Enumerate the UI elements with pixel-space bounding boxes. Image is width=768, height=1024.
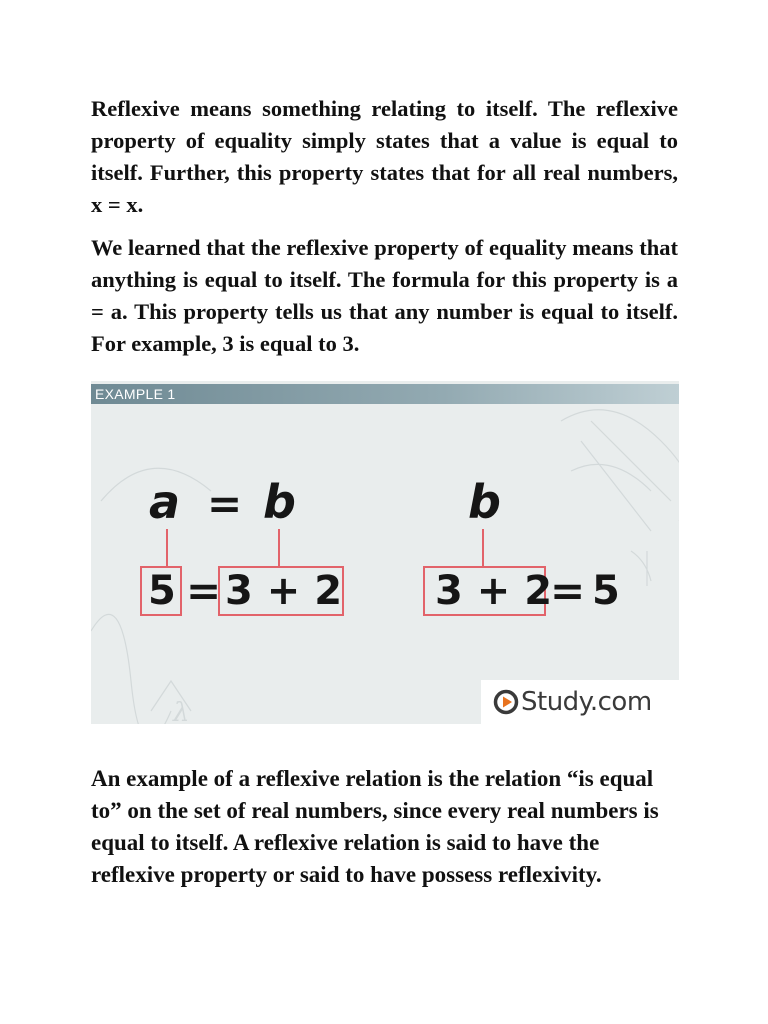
connector-a-to-5 <box>166 529 168 567</box>
figure-background-sketch <box>91 381 679 724</box>
expression-3-plus-2-left: 3 + 2 <box>225 568 343 614</box>
play-circle-icon <box>493 689 519 715</box>
equals-top-left: = <box>207 479 243 528</box>
equals-bottom-right: = <box>550 566 586 615</box>
paragraph-reflexive-definition: Reflexive means something relating to itself. The reflexive property of equality simply states that a value is equal to itself. Further, this property states that for all real numbers, x = x. <box>91 96 678 217</box>
paragraph-reflexive-property: We learned that the reflexive property of equality means that anything is equal to itself. The formula for this property is a = a. This property tells us that any number is equal to itself. For example, 3 is equal to 3. <box>91 235 678 356</box>
paragraph-reflexive-relation: An example of a reflexive relation is the relation “is equal to” on the set of real numbers, since every real numbers is equal to itself. A reflexive relation is said to have the reflexive property or said to have possess reflexivity. <box>91 766 659 887</box>
example-label: EXAMPLE 1 <box>95 386 176 402</box>
expression-3-plus-2-right: 3 + 2 <box>435 568 553 614</box>
example-figure <box>91 381 679 724</box>
variable-b-right: b <box>468 475 501 529</box>
study-com-logo-text: Study.com <box>521 687 652 717</box>
number-5-right: 5 <box>592 568 620 614</box>
study-com-badge <box>481 680 679 724</box>
connector-b-to-sum-right <box>482 529 484 567</box>
variable-a-left: a <box>149 475 181 529</box>
number-5-left: 5 <box>148 568 176 614</box>
svg-text:λ: λ <box>173 698 190 724</box>
example-header-bar <box>91 384 679 404</box>
connector-b-to-sum-left <box>278 529 280 567</box>
equals-bottom-left: = <box>186 566 222 615</box>
variable-b-left: b <box>263 475 296 529</box>
